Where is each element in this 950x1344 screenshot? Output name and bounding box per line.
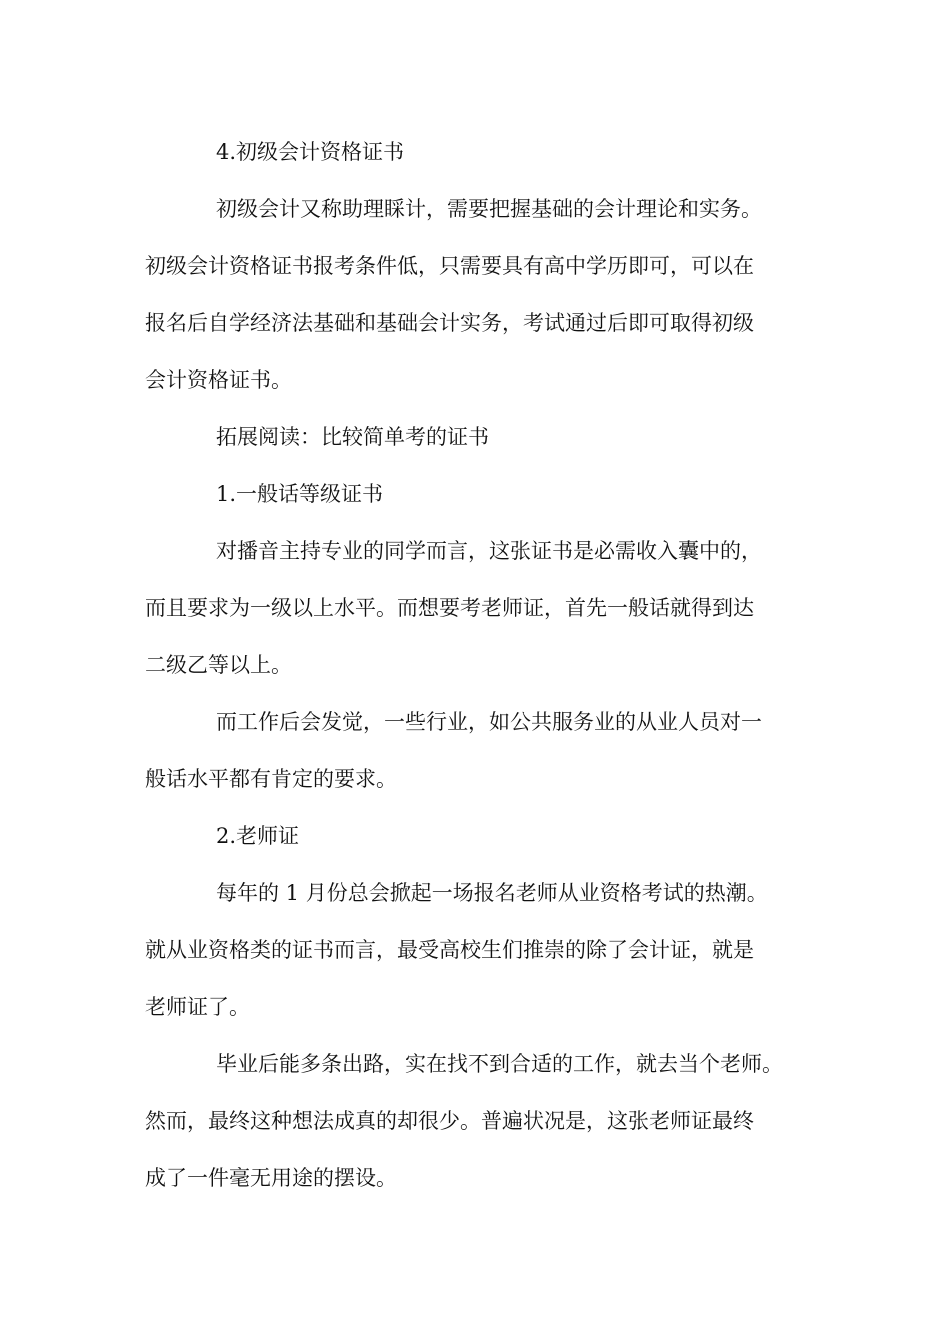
heading-mandarin-certificate: 1.一般话等级证书 bbox=[216, 482, 384, 506]
paragraph-line: 而工作后会发觉，一些行业，如公共服务业的从业人员对一 bbox=[216, 710, 762, 734]
paragraph-line: 老师证了。 bbox=[145, 995, 250, 1019]
paragraph-line: 每年的 1 月份总会掀起一场报名老师从业资格考试的热潮。 bbox=[216, 881, 768, 905]
paragraph-line: 初级会计资格证书报考条件低，只需要具有高中学历即可，可以在 bbox=[145, 254, 754, 278]
paragraph-line: 对播音主持专业的同学而言，这张证书是必需收入囊中的， bbox=[216, 539, 762, 563]
heading-initial-accounting: 4.初级会计资格证书 bbox=[216, 140, 405, 164]
paragraph-line: 毕业后能多条出路，实在找不到合适的工作，就去当个老师。 bbox=[216, 1052, 783, 1076]
paragraph-line: 然而，最终这种想法成真的却很少。普遍状况是，这张老师证最终 bbox=[145, 1109, 754, 1133]
paragraph-line: 会计资格证书。 bbox=[145, 368, 292, 392]
paragraph-line: 般话水平都有肯定的要求。 bbox=[145, 767, 397, 791]
paragraph-line: 二级乙等以上。 bbox=[145, 653, 292, 677]
heading-extended-reading: 拓展阅读：比较简单考的证书 bbox=[216, 425, 489, 449]
paragraph-line: 报名后自学经济法基础和基础会计实务，考试通过后即可取得初级 bbox=[145, 311, 754, 335]
heading-teacher-certificate: 2.老师证 bbox=[216, 824, 300, 848]
paragraph-line: 就从业资格类的证书而言，最受高校生们推崇的除了会计证，就是 bbox=[145, 938, 754, 962]
paragraph-line: 初级会计又称助理睬计，需要把握基础的会计理论和实务。 bbox=[216, 197, 762, 221]
paragraph-line: 成了一件毫无用途的摆设。 bbox=[145, 1166, 397, 1190]
paragraph-line: 而且要求为一级以上水平。而想要考老师证，首先一般话就得到达 bbox=[145, 596, 754, 620]
